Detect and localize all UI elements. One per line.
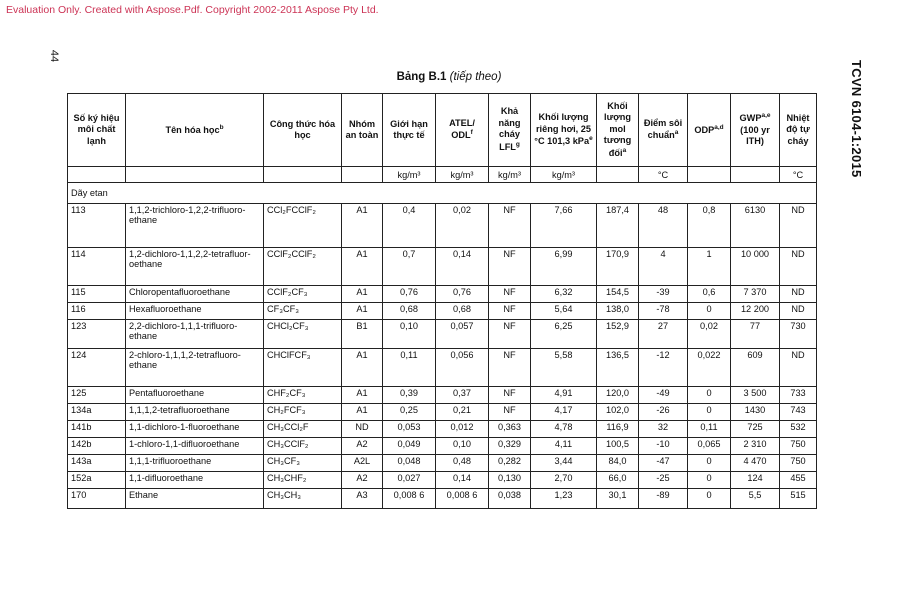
row-lfl: NF <box>489 349 531 387</box>
unit-atel: kg/m³ <box>436 167 489 183</box>
row-atel: 0,012 <box>436 421 489 438</box>
header-so-ky-hieu: Số ký hiệu môi chất lạnh <box>68 94 126 167</box>
row-lfl: NF <box>489 404 531 421</box>
table-caption <box>0 71 898 83</box>
row-limit: 0,053 <box>383 421 436 438</box>
header-kha-nang-text: Khả năng cháy LFL <box>498 106 521 153</box>
header-khoi-luong-rieng <box>531 94 597 167</box>
row-mol: 116,9 <box>597 421 639 438</box>
row-atel: 0,76 <box>436 286 489 303</box>
row-mol: 102,0 <box>597 404 639 421</box>
row-gwp: 124 <box>731 472 780 489</box>
row-atel: 0,37 <box>436 387 489 404</box>
row-mol: 152,9 <box>597 320 639 349</box>
header-khoi-luong-mol <box>597 94 639 167</box>
row-bp: -49 <box>639 387 688 404</box>
table-row <box>68 387 817 404</box>
caption-title: Bảng B.1 <box>396 71 447 83</box>
row-gwp: 725 <box>731 421 780 438</box>
header-row <box>68 94 817 167</box>
row-odp: 0 <box>688 404 731 421</box>
header-gwp-sup: a,e <box>761 112 771 120</box>
standard-code: TCVN 6104-1:2015 <box>849 60 864 178</box>
unit-cell <box>688 167 731 183</box>
row-atel: 0,008 6 <box>436 489 489 509</box>
row-gwp: 77 <box>731 320 780 349</box>
row-ait: 750 <box>780 455 817 472</box>
row-odp: 0,8 <box>688 204 731 248</box>
row-group: A1 <box>342 349 383 387</box>
header-klm-text: Khối lượng mol tương đối <box>603 100 632 158</box>
header-odp-text: ODP <box>694 124 715 135</box>
row-limit: 0,048 <box>383 455 436 472</box>
row-ait: 730 <box>780 320 817 349</box>
row-density: 5,58 <box>531 349 597 387</box>
row-odp: 0,022 <box>688 349 731 387</box>
row-atel: 0,68 <box>436 303 489 320</box>
header-atel-sup: f <box>470 129 473 137</box>
watermark-text: Evaluation Only. Created with Aspose.Pdf. Copyright 2002-2011 Aspose Pty Ltd. <box>6 4 379 16</box>
row-mol: 30,1 <box>597 489 639 509</box>
row-formula: CH₂FCF₃ <box>264 404 342 421</box>
row-bp: 27 <box>639 320 688 349</box>
table-row <box>68 404 817 421</box>
row-lfl: NF <box>489 387 531 404</box>
row-density: 1,23 <box>531 489 597 509</box>
row-mol: 100,5 <box>597 438 639 455</box>
row-id: 170 <box>68 489 126 509</box>
row-ait: ND <box>780 303 817 320</box>
unit-nhiet-do: °C <box>780 167 817 183</box>
row-id: 115 <box>68 286 126 303</box>
row-gwp: 7 370 <box>731 286 780 303</box>
row-limit: 0,027 <box>383 472 436 489</box>
row-id: 142b <box>68 438 126 455</box>
row-odp: 0,11 <box>688 421 731 438</box>
row-formula: CH₃CF₃ <box>264 455 342 472</box>
row-limit: 0,11 <box>383 349 436 387</box>
unit-cell <box>731 167 780 183</box>
row-mol: 84,0 <box>597 455 639 472</box>
row-bp: 32 <box>639 421 688 438</box>
header-kha-nang <box>489 94 531 167</box>
row-lfl: 0,130 <box>489 472 531 489</box>
row-atel: 0,02 <box>436 204 489 248</box>
row-limit: 0,68 <box>383 303 436 320</box>
header-odp <box>688 94 731 167</box>
row-odp: 1 <box>688 248 731 286</box>
row-bp: -78 <box>639 303 688 320</box>
table-row <box>68 421 817 438</box>
row-limit: 0,10 <box>383 320 436 349</box>
row-density: 7,66 <box>531 204 597 248</box>
row-odp: 0,065 <box>688 438 731 455</box>
unit-diem-soi: °C <box>639 167 688 183</box>
row-bp: -39 <box>639 286 688 303</box>
header-nhiet-do: Nhiệt độ tự cháy <box>780 94 817 167</box>
unit-cell <box>264 167 342 183</box>
row-atel: 0,14 <box>436 472 489 489</box>
row-group: A2L <box>342 455 383 472</box>
row-density: 4,78 <box>531 421 597 438</box>
row-group: A1 <box>342 387 383 404</box>
row-ait: ND <box>780 349 817 387</box>
header-diem-soi-text: Điểm sôi chuẩn <box>643 117 683 141</box>
row-limit: 0,76 <box>383 286 436 303</box>
row-formula: CH₃CHF₂ <box>264 472 342 489</box>
row-odp: 0,02 <box>688 320 731 349</box>
row-mol: 120,0 <box>597 387 639 404</box>
row-gwp: 5,5 <box>731 489 780 509</box>
row-density: 6,32 <box>531 286 597 303</box>
table-row <box>68 303 817 320</box>
row-bp: 48 <box>639 204 688 248</box>
row-gwp: 12 200 <box>731 303 780 320</box>
row-formula: CHF₂CF₃ <box>264 387 342 404</box>
row-lfl: 0,363 <box>489 421 531 438</box>
row-lfl: NF <box>489 248 531 286</box>
row-atel: 0,21 <box>436 404 489 421</box>
row-odp: 0 <box>688 303 731 320</box>
units-row <box>68 167 817 183</box>
row-group: A1 <box>342 303 383 320</box>
header-ten <box>126 94 264 167</box>
header-odp-sup: a,d <box>714 123 724 131</box>
row-atel: 0,10 <box>436 438 489 455</box>
row-lfl: NF <box>489 204 531 248</box>
row-id: 124 <box>68 349 126 387</box>
row-mol: 170,9 <box>597 248 639 286</box>
row-bp: -47 <box>639 455 688 472</box>
row-name: 1,2-dichloro-1,1,2,2-tetrafluor-oethane <box>126 248 264 286</box>
unit-khoi-luong-rieng: kg/m³ <box>531 167 597 183</box>
row-name: 2,2-dichloro-1,1,1-trifluoro-ethane <box>126 320 264 349</box>
row-formula: CClF₂CClF₂ <box>264 248 342 286</box>
row-id: 141b <box>68 421 126 438</box>
row-gwp: 6130 <box>731 204 780 248</box>
row-formula: CCl₂FCClF₂ <box>264 204 342 248</box>
row-name: 1,1,1-trifluoroethane <box>126 455 264 472</box>
header-atel <box>436 94 489 167</box>
row-ait: ND <box>780 204 817 248</box>
header-klr-text: Khối lượng riêng hơi, 25 °C 101,3 kPa <box>534 112 592 147</box>
row-group: A1 <box>342 248 383 286</box>
row-name: 1,1,2-trichloro-1,2,2-trifluoro- ethane <box>126 204 264 248</box>
row-density: 4,11 <box>531 438 597 455</box>
header-gioi-han: Giới hạn thực tế <box>383 94 436 167</box>
row-limit: 0,39 <box>383 387 436 404</box>
table-row <box>68 349 817 387</box>
unit-cell <box>597 167 639 183</box>
row-lfl: NF <box>489 320 531 349</box>
refrigerant-table <box>67 93 817 509</box>
row-atel: 0,14 <box>436 248 489 286</box>
row-formula: CClF₂CF₃ <box>264 286 342 303</box>
row-gwp: 10 000 <box>731 248 780 286</box>
group-row <box>68 183 817 204</box>
row-name: 1,1-difluoroethane <box>126 472 264 489</box>
row-lfl: NF <box>489 286 531 303</box>
row-mol: 66,0 <box>597 472 639 489</box>
row-density: 4,17 <box>531 404 597 421</box>
header-gwp <box>731 94 780 167</box>
row-bp: -10 <box>639 438 688 455</box>
row-group: A1 <box>342 204 383 248</box>
row-limit: 0,049 <box>383 438 436 455</box>
row-gwp: 3 500 <box>731 387 780 404</box>
row-formula: CH₃CCl₂F <box>264 421 342 438</box>
row-gwp: 1430 <box>731 404 780 421</box>
unit-cell <box>342 167 383 183</box>
row-atel: 0,056 <box>436 349 489 387</box>
row-group: A3 <box>342 489 383 509</box>
row-id: 125 <box>68 387 126 404</box>
row-atel: 0,48 <box>436 455 489 472</box>
row-odp: 0 <box>688 472 731 489</box>
row-group: A2 <box>342 438 383 455</box>
unit-gioi-han: kg/m³ <box>383 167 436 183</box>
row-formula: CH₃CClF₂ <box>264 438 342 455</box>
row-atel: 0,057 <box>436 320 489 349</box>
row-limit: 0,25 <box>383 404 436 421</box>
row-bp: -25 <box>639 472 688 489</box>
row-id: 123 <box>68 320 126 349</box>
row-formula: CF₃CF₃ <box>264 303 342 320</box>
row-group: A1 <box>342 286 383 303</box>
header-gwp-text: GWP <box>739 113 762 124</box>
header-atel-text: ATEL/ ODL <box>449 117 475 141</box>
row-group: ND <box>342 421 383 438</box>
row-lfl: 0,282 <box>489 455 531 472</box>
header-gwp-sub: (100 yr ITH) <box>740 124 770 147</box>
row-limit: 0,7 <box>383 248 436 286</box>
row-density: 6,99 <box>531 248 597 286</box>
row-name: Chloropentafluoroethane <box>126 286 264 303</box>
table-row <box>68 489 817 509</box>
header-kha-nang-sup: g <box>515 140 520 148</box>
group-label: Dãy etan <box>68 183 817 204</box>
row-limit: 0,4 <box>383 204 436 248</box>
table-row <box>68 472 817 489</box>
row-id: 134a <box>68 404 126 421</box>
row-bp: -12 <box>639 349 688 387</box>
row-ait: 743 <box>780 404 817 421</box>
row-name: Ethane <box>126 489 264 509</box>
row-density: 2,70 <box>531 472 597 489</box>
row-odp: 0,6 <box>688 286 731 303</box>
row-name: 1,1-dichloro-1-fluoroethane <box>126 421 264 438</box>
header-diem-soi <box>639 94 688 167</box>
row-ait: ND <box>780 286 817 303</box>
row-density: 3,44 <box>531 455 597 472</box>
row-ait: 532 <box>780 421 817 438</box>
row-formula: CHClFCF₃ <box>264 349 342 387</box>
table-row <box>68 438 817 455</box>
row-group: B1 <box>342 320 383 349</box>
row-name: 1,1,1,2-tetrafluoroethane <box>126 404 264 421</box>
row-id: 113 <box>68 204 126 248</box>
row-lfl: 0,329 <box>489 438 531 455</box>
row-id: 152a <box>68 472 126 489</box>
unit-cell <box>126 167 264 183</box>
header-ten-sup: b <box>219 123 224 131</box>
header-klr-sup: e <box>589 135 593 143</box>
row-id: 116 <box>68 303 126 320</box>
row-name: Pentafluoroethane <box>126 387 264 404</box>
row-id: 114 <box>68 248 126 286</box>
row-density: 5,64 <box>531 303 597 320</box>
row-formula: CH₃CH₃ <box>264 489 342 509</box>
row-lfl: NF <box>489 303 531 320</box>
row-mol: 138,0 <box>597 303 639 320</box>
row-gwp: 2 310 <box>731 438 780 455</box>
row-odp: 0 <box>688 489 731 509</box>
row-ait: 733 <box>780 387 817 404</box>
header-ten-text: Tên hóa học <box>165 124 220 135</box>
row-bp: -26 <box>639 404 688 421</box>
table-row <box>68 320 817 349</box>
header-nhom: Nhóm an toàn <box>342 94 383 167</box>
row-group: A2 <box>342 472 383 489</box>
table-row <box>68 204 817 248</box>
header-klm-sup: a <box>622 146 627 154</box>
row-group: A1 <box>342 404 383 421</box>
row-ait: 515 <box>780 489 817 509</box>
row-bp: 4 <box>639 248 688 286</box>
row-ait: 455 <box>780 472 817 489</box>
row-ait: 750 <box>780 438 817 455</box>
page-number: 44 <box>48 49 61 63</box>
row-odp: 0 <box>688 455 731 472</box>
row-name: 1-chloro-1,1-difluoroethane <box>126 438 264 455</box>
row-gwp: 4 470 <box>731 455 780 472</box>
row-limit: 0,008 6 <box>383 489 436 509</box>
row-ait: ND <box>780 248 817 286</box>
unit-cell <box>68 167 126 183</box>
header-diem-soi-sup: a <box>674 129 679 137</box>
row-formula: CHCl₂CF₃ <box>264 320 342 349</box>
row-odp: 0 <box>688 387 731 404</box>
row-id: 143a <box>68 455 126 472</box>
row-bp: -89 <box>639 489 688 509</box>
table-row <box>68 455 817 472</box>
table-row <box>68 286 817 303</box>
unit-kha-nang: kg/m³ <box>489 167 531 183</box>
row-density: 4,91 <box>531 387 597 404</box>
caption-continued: (tiếp theo) <box>449 71 502 83</box>
row-gwp: 609 <box>731 349 780 387</box>
header-cong-thuc: Công thức hóa học <box>264 94 342 167</box>
row-density: 6,25 <box>531 320 597 349</box>
row-lfl: 0,038 <box>489 489 531 509</box>
row-mol: 136,5 <box>597 349 639 387</box>
row-mol: 187,4 <box>597 204 639 248</box>
row-name: Hexafluoroethane <box>126 303 264 320</box>
row-name: 2-chloro-1,1,1,2-tetrafluoro-ethane <box>126 349 264 387</box>
row-mol: 154,5 <box>597 286 639 303</box>
table-row <box>68 248 817 286</box>
